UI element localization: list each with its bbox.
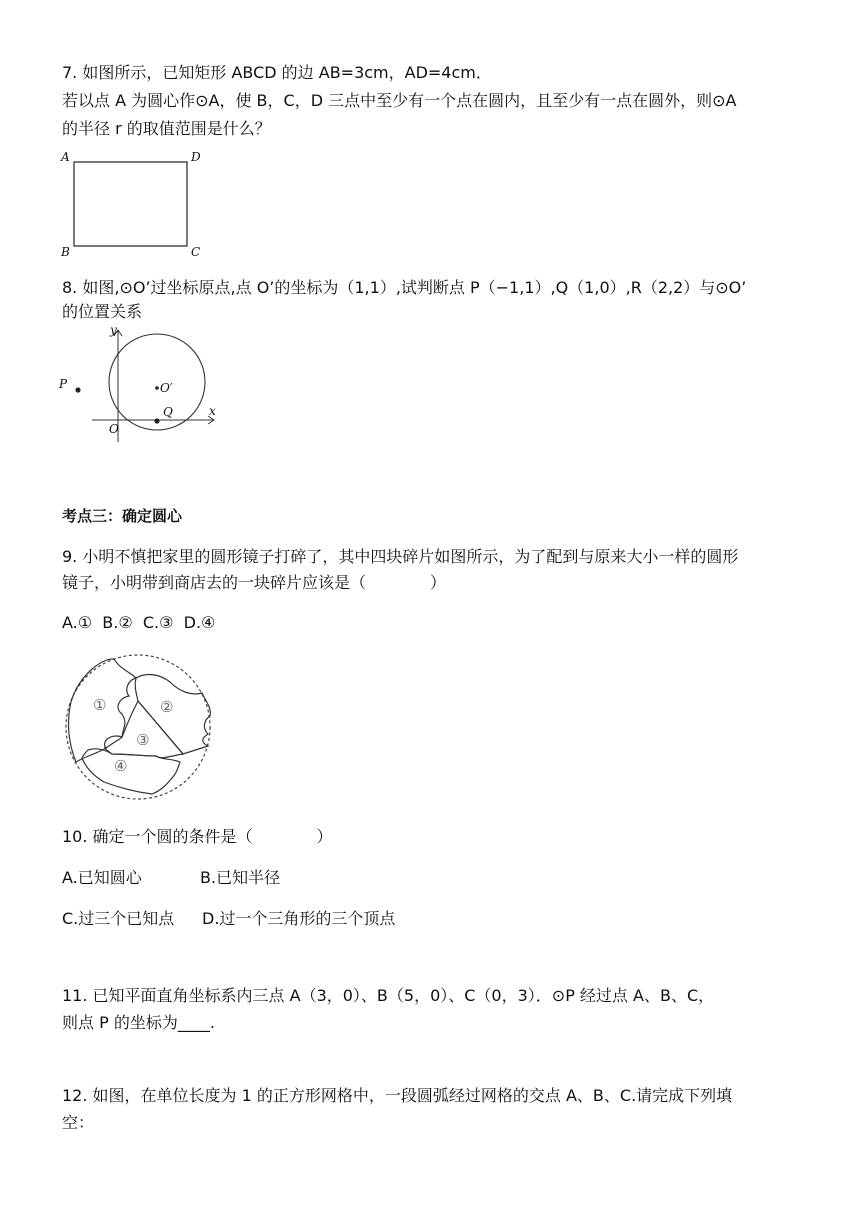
point-label-p: P [59,377,68,391]
piece-number-4: ④ [114,757,128,775]
point-p [75,387,80,392]
point-o-prime [155,386,159,390]
q12-line-1: 12. 如图，在单位长度为 1 的正方形网格中，一段圆弧经过网格的交点 A、B、C.请完成下列填 [62,1086,733,1105]
q10-line-1: 10. 确定一个圆的条件是（ ） [62,827,333,846]
section-title: 考点三：确定圆心 [62,507,183,525]
mirror-piece-4 [82,749,180,794]
q10-option-a: A.已知圆心 [62,868,142,887]
q7-line-3: 的半径 r 的取值范围是什么？ [62,119,271,138]
q8-line-1: 8. 如图,⊙O’过坐标原点,点 O’的坐标为（1,1）,试判断点 P（−1,1）,Q（1,0）,R（2,2）与⊙O’ [62,278,747,297]
q10-option-b: B.已知半径 [200,868,281,887]
coordinate-circle-figure [56,322,226,442]
point-label-q: Q [163,405,173,419]
q11-line-1: 11. 已知平面直角坐标系内三点 A（3，0）、B（5，0）、C（0，3）．⊙P 经过点 A、B、C， [62,986,715,1005]
broken-mirror-figure [62,650,222,806]
q7-line-2: 若以点 A 为圆心作⊙A，使 B，C，D 三点中至少有一个点在圆内，且至少有一点在圆外，则⊙A [62,91,737,110]
point-q [154,418,159,423]
center-label-o-prime: O′ [160,381,173,395]
vertex-label-a: A [61,150,70,164]
piece-number-3: ③ [136,731,150,749]
rectangle-abcd [74,162,187,246]
circle-o-prime [109,334,205,430]
q12-line-2: 空： [62,1113,95,1132]
origin-label-o: O [109,422,119,436]
rectangle-abcd-figure [58,148,218,260]
q11-line-2: 则点 P 的坐标为____. [62,1013,215,1032]
vertex-label-c: C [191,245,201,259]
q10-option-c: C.过三个已知点 [62,909,175,928]
axis-label-x: x [209,404,216,418]
piece-number-2: ② [160,698,174,716]
q10-option-d: D.过一个三角形的三个顶点 [202,909,396,928]
q9-options: A.① B.② C.③ D.④ [62,613,216,632]
q8-line-2: 的位置关系 [62,302,143,321]
piece-number-1: ① [93,696,107,714]
q9-line-1: 9. 小明不慎把家里的圆形镜子打碎了，其中四块碎片如图所示，为了配到与原来大小一样的圆形 [62,547,739,566]
vertex-label-b: B [61,245,70,259]
axis-label-y: y [110,323,117,337]
vertex-label-d: D [191,150,201,164]
q7-line-1: 7. 如图所示，已知矩形 ABCD 的边 AB=3cm，AD=4cm． [62,63,492,82]
q9-line-2: 镜子，小明带到商店去的一块碎片应该是（ ） [62,573,447,592]
